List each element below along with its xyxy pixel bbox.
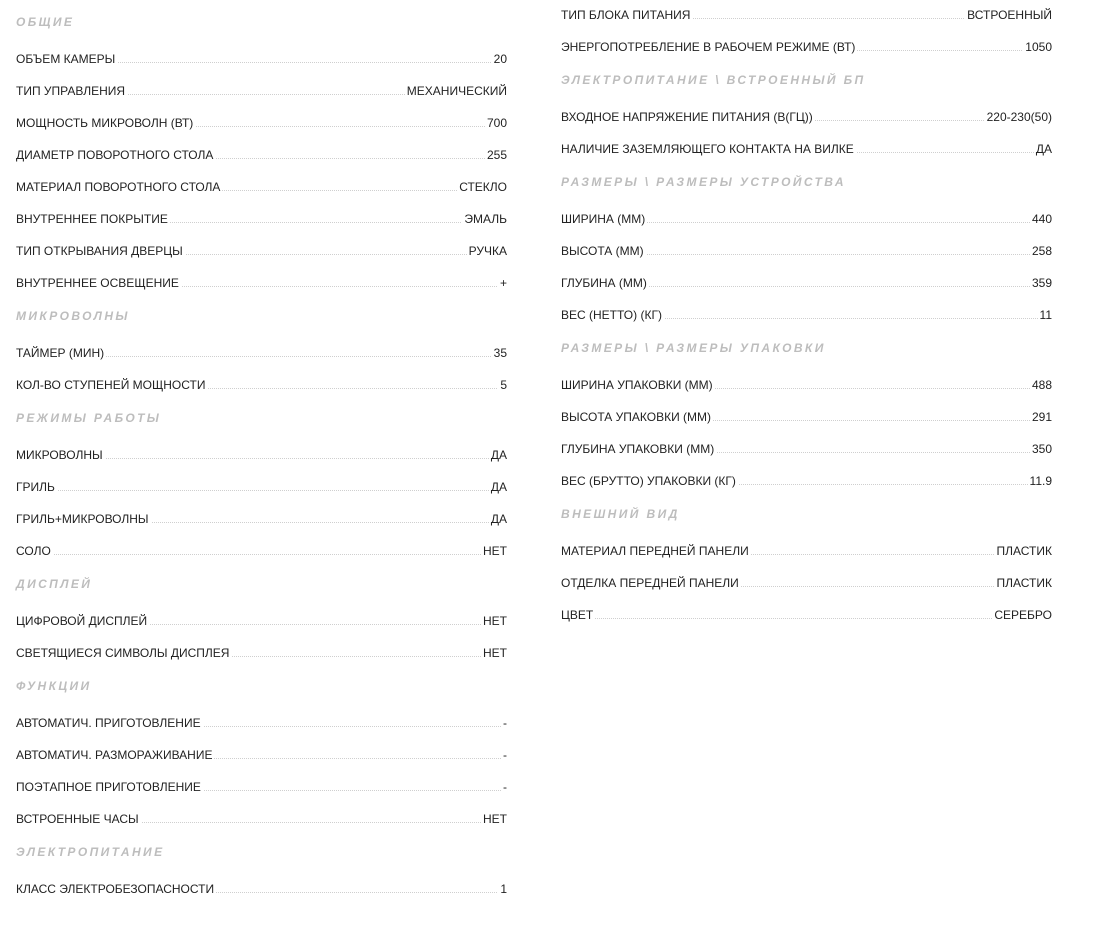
spec-row <box>16 798 507 830</box>
spec-value: 20 <box>493 52 507 66</box>
section-title: ФУНКЦИИ <box>16 679 92 693</box>
spec-label: ВЕС (НЕТТО) (КГ) <box>561 308 662 322</box>
spec-value: СЕРЕБРО <box>994 608 1052 622</box>
spec-section <box>16 396 507 562</box>
section-title: ЭЛЕКТРОПИТАНИЕ \ ВСТРОЕННЫЙ БП <box>561 73 866 87</box>
spec-label: ТИП УПРАВЛЕНИЯ <box>16 84 126 98</box>
spec-row <box>16 600 507 632</box>
spec-value: - <box>503 748 507 762</box>
spec-value: НЕТ <box>483 646 507 660</box>
spec-value: 350 <box>1031 442 1052 456</box>
spec-label: ТАЙМЕР (МИН) <box>16 346 105 360</box>
spec-row <box>16 38 507 70</box>
spec-value: СТЕКЛО <box>459 180 507 194</box>
spec-section <box>16 830 507 900</box>
spec-value: 5 <box>500 378 507 392</box>
spec-section <box>16 294 507 396</box>
spec-label: ЦИФРОВОЙ ДИСПЛЕЙ <box>16 614 148 628</box>
spec-value: 258 <box>1031 244 1052 258</box>
spec-label: КЛАСС ЭЛЕКТРОБЕЗОПАСНОСТИ <box>16 882 215 896</box>
spec-row <box>561 594 1052 626</box>
spec-label: ОТДЕЛКА ПЕРЕДНЕЙ ПАНЕЛИ <box>561 576 739 590</box>
spec-section <box>561 160 1052 326</box>
spec-row <box>16 734 507 766</box>
spec-value: 488 <box>1031 378 1052 392</box>
spec-value: ПЛАСТИК <box>996 576 1052 590</box>
spec-value: ДА <box>490 512 507 526</box>
spec-value: 35 <box>493 346 507 360</box>
spec-value: НЕТ <box>483 544 507 558</box>
spec-label: МИКРОВОЛНЫ <box>16 448 103 462</box>
spec-label: ГЛУБИНА УПАКОВКИ (ММ) <box>561 442 715 456</box>
spec-row <box>561 262 1052 294</box>
dotted-leader <box>16 554 507 555</box>
spec-row <box>16 166 507 198</box>
specs-column-left <box>16 0 507 900</box>
spec-label: СОЛО <box>16 544 51 558</box>
spec-row <box>561 460 1052 492</box>
spec-value: НЕТ <box>483 812 507 826</box>
spec-label: ШИРИНА (ММ) <box>561 212 646 226</box>
section-title: ДИСПЛЕЙ <box>16 577 93 591</box>
spec-section <box>16 562 507 664</box>
spec-label: МОЩНОСТЬ МИКРОВОЛН (ВТ) <box>16 116 194 130</box>
spec-section <box>561 492 1052 626</box>
spec-label: ОБЪЕМ КАМЕРЫ <box>16 52 116 66</box>
spec-row <box>16 230 507 262</box>
spec-label: ТИП БЛОКА ПИТАНИЯ <box>561 8 691 22</box>
spec-label: ТИП ОТКРЫВАНИЯ ДВЕРЦЫ <box>16 244 183 258</box>
spec-row <box>561 562 1052 594</box>
dotted-leader <box>561 618 1052 619</box>
spec-value: ВСТРОЕННЫЙ <box>967 8 1052 22</box>
spec-value: МЕХАНИЧЕСКИЙ <box>406 84 507 98</box>
spec-row <box>16 434 507 466</box>
spec-section <box>16 0 507 294</box>
spec-label: ВЫСОТА УПАКОВКИ (ММ) <box>561 410 712 424</box>
spec-value: 700 <box>486 116 507 130</box>
spec-label: ПОЭТАПНОЕ ПРИГОТОВЛЕНИЕ <box>16 780 201 794</box>
spec-label: ЦВЕТ <box>561 608 594 622</box>
spec-value: + <box>499 276 507 290</box>
spec-row <box>16 332 507 364</box>
spec-value: РУЧКА <box>468 244 507 258</box>
spec-value: 255 <box>486 148 507 162</box>
spec-section <box>561 58 1052 160</box>
section-title: ЭЛЕКТРОПИТАНИЕ <box>16 845 165 859</box>
spec-row <box>16 364 507 396</box>
spec-label: МАТЕРИАЛ ПОВОРОТНОГО СТОЛА <box>16 180 221 194</box>
spec-label: ВСТРОЕННЫЕ ЧАСЫ <box>16 812 139 826</box>
spec-value: ДА <box>1035 142 1052 156</box>
spec-value: 11.9 <box>1029 474 1052 488</box>
spec-value: 291 <box>1031 410 1052 424</box>
spec-label: ГЛУБИНА (ММ) <box>561 276 647 290</box>
spec-label: КОЛ-ВО СТУПЕНЕЙ МОЩНОСТИ <box>16 378 206 392</box>
spec-row <box>561 294 1052 326</box>
spec-row <box>561 26 1052 58</box>
spec-row <box>16 466 507 498</box>
spec-row <box>561 198 1052 230</box>
spec-value: ДА <box>490 448 507 462</box>
spec-row <box>16 632 507 664</box>
spec-row <box>16 868 507 900</box>
spec-row <box>561 396 1052 428</box>
spec-row <box>16 530 507 562</box>
spec-row <box>561 530 1052 562</box>
spec-label: НАЛИЧИЕ ЗАЗЕМЛЯЮЩЕГО КОНТАКТА НА ВИЛКЕ <box>561 142 854 156</box>
spec-label: АВТОМАТИЧ. ПРИГОТОВЛЕНИЕ <box>16 716 201 730</box>
spec-label: ВЕС (БРУТТО) УПАКОВКИ (КГ) <box>561 474 736 488</box>
spec-label: ЭНЕРГОПОТРЕБЛЕНИЕ В РАБОЧЕМ РЕЖИМЕ (ВТ) <box>561 40 856 54</box>
section-title: ВНЕШНИЙ ВИД <box>561 507 680 521</box>
section-title: ОБЩИЕ <box>16 15 75 29</box>
spec-section <box>561 0 1052 58</box>
spec-label: ВНУТРЕННЕЕ ОСВЕЩЕНИЕ <box>16 276 179 290</box>
section-title: РАЗМЕРЫ \ РАЗМЕРЫ УПАКОВКИ <box>561 341 826 355</box>
spec-value: ЭМАЛЬ <box>464 212 507 226</box>
spec-value: 1 <box>500 882 507 896</box>
spec-value: - <box>503 716 507 730</box>
specs-column-right <box>561 0 1052 626</box>
spec-value: 440 <box>1031 212 1052 226</box>
spec-label: ВНУТРЕННЕЕ ПОКРЫТИЕ <box>16 212 168 226</box>
spec-value: 1050 <box>1025 40 1052 54</box>
spec-value: 359 <box>1031 276 1052 290</box>
spec-row <box>561 428 1052 460</box>
spec-label: АВТОМАТИЧ. РАЗМОРАЖИВАНИЕ <box>16 748 213 762</box>
spec-value: ПЛАСТИК <box>996 544 1052 558</box>
spec-row <box>16 766 507 798</box>
spec-label: ВЫСОТА (ММ) <box>561 244 644 258</box>
spec-row <box>561 0 1052 26</box>
spec-row <box>561 128 1052 160</box>
spec-section <box>16 664 507 830</box>
spec-label: ГРИЛЬ+МИКРОВОЛНЫ <box>16 512 149 526</box>
spec-row <box>16 262 507 294</box>
spec-row <box>561 230 1052 262</box>
spec-label: ШИРИНА УПАКОВКИ (ММ) <box>561 378 713 392</box>
spec-row <box>561 96 1052 128</box>
spec-row <box>16 134 507 166</box>
spec-row <box>561 364 1052 396</box>
spec-label: МАТЕРИАЛ ПЕРЕДНЕЙ ПАНЕЛИ <box>561 544 749 558</box>
spec-value: - <box>503 780 507 794</box>
spec-section <box>561 326 1052 492</box>
spec-label: ВХОДНОЕ НАПРЯЖЕНИЕ ПИТАНИЯ (В(ГЦ)) <box>561 110 813 124</box>
spec-label: ДИАМЕТР ПОВОРОТНОГО СТОЛА <box>16 148 214 162</box>
spec-row <box>16 70 507 102</box>
spec-label: ГРИЛЬ <box>16 480 55 494</box>
section-title: РЕЖИМЫ РАБОТЫ <box>16 411 162 425</box>
spec-value: 220-230(50) <box>986 110 1052 124</box>
spec-row <box>16 102 507 134</box>
spec-row <box>16 198 507 230</box>
spec-value: 11 <box>1039 308 1052 322</box>
spec-row <box>16 702 507 734</box>
spec-value: НЕТ <box>483 614 507 628</box>
spec-label: СВЕТЯЩИЕСЯ СИМВОЛЫ ДИСПЛЕЯ <box>16 646 230 660</box>
dotted-leader <box>16 490 507 491</box>
section-title: МИКРОВОЛНЫ <box>16 309 130 323</box>
spec-value: ДА <box>490 480 507 494</box>
section-title: РАЗМЕРЫ \ РАЗМЕРЫ УСТРОЙСТВА <box>561 175 846 189</box>
spec-row <box>16 498 507 530</box>
